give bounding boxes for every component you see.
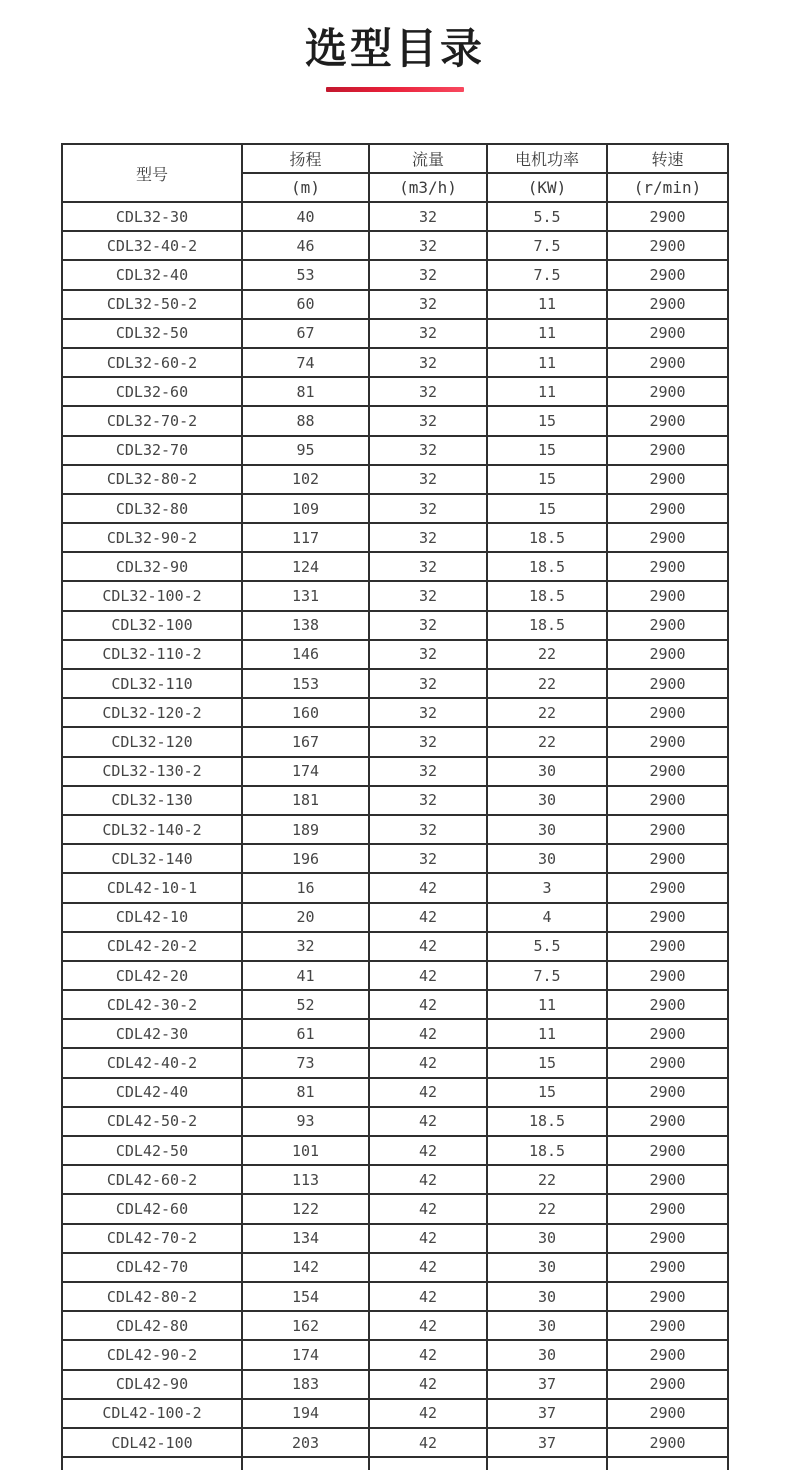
cell-flow: 32	[369, 786, 487, 815]
table-body	[62, 202, 728, 1470]
cell-model: CDL32-120-2	[62, 698, 242, 727]
cell-head: 113	[242, 1165, 369, 1194]
cell-head: 153	[242, 669, 369, 698]
col-header-flow: 流量	[369, 144, 487, 173]
table-row	[62, 1428, 728, 1457]
cell-model: CDL42-100	[62, 1428, 242, 1457]
table-row	[62, 727, 728, 756]
cell-speed: 2900	[607, 494, 728, 523]
cell-head: 16	[242, 873, 369, 902]
col-header-head: 扬程	[242, 144, 369, 173]
cell-flow: 32	[369, 552, 487, 581]
cell-speed: 2900	[607, 815, 728, 844]
cell-head: 74	[242, 348, 369, 377]
col-unit-head: (m)	[242, 173, 369, 202]
cell-head: 117	[242, 523, 369, 552]
cell-flow: 42	[369, 1194, 487, 1223]
cell-head: 138	[242, 611, 369, 640]
cell-speed: 2900	[607, 260, 728, 289]
cell-power: 18.5	[487, 611, 607, 640]
cell-flow: 32	[369, 290, 487, 319]
cell-speed: 2900	[607, 1165, 728, 1194]
cell-flow: 42	[369, 1311, 487, 1340]
cell-flow: 42	[369, 1253, 487, 1282]
cell-head: 196	[242, 844, 369, 873]
cell-power: 5.5	[487, 202, 607, 231]
cell-head: 101	[242, 1136, 369, 1165]
cell-flow: 42	[369, 1107, 487, 1136]
cell-flow: 32	[369, 436, 487, 465]
table-row	[62, 990, 728, 1019]
table-row	[62, 581, 728, 610]
table-row	[62, 552, 728, 581]
col-unit-speed: (r/min)	[607, 173, 728, 202]
cell-empty	[369, 1457, 487, 1470]
cell-power: 30	[487, 844, 607, 873]
col-header-model: 型号	[62, 144, 242, 202]
cell-model: CDL32-60-2	[62, 348, 242, 377]
table-row	[62, 1370, 728, 1399]
cell-speed: 2900	[607, 465, 728, 494]
cell-flow: 32	[369, 231, 487, 260]
table-row	[62, 611, 728, 640]
cell-speed: 2900	[607, 1253, 728, 1282]
cell-head: 167	[242, 727, 369, 756]
table-row	[62, 844, 728, 873]
cell-power: 15	[487, 465, 607, 494]
cell-flow: 32	[369, 202, 487, 231]
cell-power: 15	[487, 436, 607, 465]
cell-head: 183	[242, 1370, 369, 1399]
cell-model: CDL32-100	[62, 611, 242, 640]
cell-model: CDL42-70-2	[62, 1224, 242, 1253]
cell-flow: 42	[369, 1340, 487, 1369]
cell-flow: 32	[369, 348, 487, 377]
cell-power: 18.5	[487, 1136, 607, 1165]
table-row	[62, 436, 728, 465]
cell-speed: 2900	[607, 436, 728, 465]
cell-model: CDL42-30-2	[62, 990, 242, 1019]
cell-model: CDL42-40	[62, 1078, 242, 1107]
cell-power: 11	[487, 377, 607, 406]
cell-head: 181	[242, 786, 369, 815]
cell-speed: 2900	[607, 202, 728, 231]
page-title: 选型目录	[304, 24, 485, 73]
cell-speed: 2900	[607, 1194, 728, 1223]
table-row	[62, 1136, 728, 1165]
cell-flow: 42	[369, 1078, 487, 1107]
cell-flow: 42	[369, 961, 487, 990]
cell-speed: 2900	[607, 1136, 728, 1165]
cell-flow: 42	[369, 1019, 487, 1048]
cell-speed: 2900	[607, 1340, 728, 1369]
cell-power: 15	[487, 1078, 607, 1107]
table-row	[62, 1048, 728, 1077]
cell-power: 7.5	[487, 231, 607, 260]
cell-power: 11	[487, 319, 607, 348]
cell-model: CDL42-90-2	[62, 1340, 242, 1369]
table-row	[62, 698, 728, 727]
table-row	[62, 815, 728, 844]
cell-model: CDL32-50-2	[62, 290, 242, 319]
cell-power: 11	[487, 348, 607, 377]
cell-power: 37	[487, 1428, 607, 1457]
table-row	[62, 932, 728, 961]
cell-speed: 2900	[607, 1370, 728, 1399]
cell-power: 22	[487, 727, 607, 756]
cell-head: 73	[242, 1048, 369, 1077]
cell-head: 189	[242, 815, 369, 844]
cell-flow: 42	[369, 932, 487, 961]
cell-model: CDL42-80-2	[62, 1282, 242, 1311]
cell-flow: 32	[369, 523, 487, 552]
cell-model: CDL32-100-2	[62, 581, 242, 610]
cell-flow: 42	[369, 990, 487, 1019]
cell-model: CDL32-50	[62, 319, 242, 348]
table-row	[62, 406, 728, 435]
cell-flow: 32	[369, 640, 487, 669]
table-row	[62, 1194, 728, 1223]
cell-power: 11	[487, 1019, 607, 1048]
cell-power: 18.5	[487, 523, 607, 552]
cell-head: 174	[242, 1340, 369, 1369]
cell-model: CDL32-120	[62, 727, 242, 756]
table-row	[62, 786, 728, 815]
cell-power: 30	[487, 1311, 607, 1340]
cell-speed: 2900	[607, 523, 728, 552]
cell-model: CDL32-70-2	[62, 406, 242, 435]
cell-model: CDL42-20	[62, 961, 242, 990]
table-row	[62, 523, 728, 552]
cell-head: 88	[242, 406, 369, 435]
cell-head: 146	[242, 640, 369, 669]
col-unit-power: (KW)	[487, 173, 607, 202]
cell-flow: 32	[369, 581, 487, 610]
cell-speed: 2900	[607, 290, 728, 319]
cell-speed: 2900	[607, 231, 728, 260]
cell-power: 4	[487, 903, 607, 932]
col-unit-flow: (m3/h)	[369, 173, 487, 202]
cell-speed: 2900	[607, 1428, 728, 1457]
cell-speed: 2900	[607, 319, 728, 348]
table-row	[62, 1340, 728, 1369]
cell-power: 5.5	[487, 932, 607, 961]
cell-model: CDL42-20-2	[62, 932, 242, 961]
cell-flow: 42	[369, 1428, 487, 1457]
cell-power: 22	[487, 669, 607, 698]
cell-speed: 2900	[607, 611, 728, 640]
table-row	[62, 961, 728, 990]
cell-power: 37	[487, 1399, 607, 1428]
cell-power: 15	[487, 1048, 607, 1077]
cell-speed: 2900	[607, 1048, 728, 1077]
cell-model: CDL32-40	[62, 260, 242, 289]
cell-model: CDL42-90	[62, 1370, 242, 1399]
cell-speed: 2900	[607, 406, 728, 435]
cell-flow: 42	[369, 903, 487, 932]
cell-speed: 2900	[607, 1224, 728, 1253]
cell-head: 41	[242, 961, 369, 990]
cell-flow: 32	[369, 319, 487, 348]
table-row	[62, 1253, 728, 1282]
cell-model: CDL32-110-2	[62, 640, 242, 669]
table-row	[62, 494, 728, 523]
header-row-labels	[62, 144, 728, 173]
cell-flow: 32	[369, 757, 487, 786]
cell-power: 30	[487, 1253, 607, 1282]
cell-flow: 42	[369, 1370, 487, 1399]
cell-head: 46	[242, 231, 369, 260]
cell-model: CDL32-110	[62, 669, 242, 698]
table-row	[62, 1019, 728, 1048]
cell-head: 124	[242, 552, 369, 581]
cell-speed: 2900	[607, 990, 728, 1019]
cell-power: 18.5	[487, 1107, 607, 1136]
cell-head: 154	[242, 1282, 369, 1311]
cell-model: CDL32-140	[62, 844, 242, 873]
cell-head: 60	[242, 290, 369, 319]
cell-power: 15	[487, 406, 607, 435]
cell-head: 174	[242, 757, 369, 786]
cell-flow: 32	[369, 844, 487, 873]
cell-power: 22	[487, 1194, 607, 1223]
cell-flow: 42	[369, 1282, 487, 1311]
cell-flow: 42	[369, 1048, 487, 1077]
cell-model: CDL32-60	[62, 377, 242, 406]
table-row	[62, 465, 728, 494]
cell-speed: 2900	[607, 727, 728, 756]
col-header-speed: 转速	[607, 144, 728, 173]
cell-head: 52	[242, 990, 369, 1019]
cell-power: 30	[487, 1224, 607, 1253]
table-row	[62, 1399, 728, 1428]
table-row	[62, 1107, 728, 1136]
table-row	[62, 348, 728, 377]
cell-flow: 42	[369, 1165, 487, 1194]
cell-flow: 32	[369, 815, 487, 844]
cell-power: 22	[487, 698, 607, 727]
cell-flow: 32	[369, 698, 487, 727]
cell-head: 122	[242, 1194, 369, 1223]
title-underline-accent	[326, 87, 464, 92]
table-row	[62, 903, 728, 932]
cell-model: CDL32-80	[62, 494, 242, 523]
cell-model: CDL42-30	[62, 1019, 242, 1048]
cell-power: 30	[487, 1282, 607, 1311]
cell-power: 22	[487, 1165, 607, 1194]
cell-power: 30	[487, 815, 607, 844]
cell-empty	[242, 1457, 369, 1470]
cell-power: 30	[487, 786, 607, 815]
cell-speed: 2900	[607, 873, 728, 902]
cell-flow: 32	[369, 611, 487, 640]
cell-speed: 2900	[607, 698, 728, 727]
cell-power: 11	[487, 290, 607, 319]
cell-empty	[62, 1457, 242, 1470]
cell-power: 18.5	[487, 552, 607, 581]
table-row	[62, 1311, 728, 1340]
cell-head: 81	[242, 377, 369, 406]
table-row	[62, 873, 728, 902]
cell-model: CDL32-30	[62, 202, 242, 231]
cell-power: 15	[487, 494, 607, 523]
table-row	[62, 669, 728, 698]
cell-model: CDL32-130-2	[62, 757, 242, 786]
cell-model: CDL42-80	[62, 1311, 242, 1340]
cell-empty	[487, 1457, 607, 1470]
table-row	[62, 231, 728, 260]
cell-speed: 2900	[607, 844, 728, 873]
cell-speed: 2900	[607, 1311, 728, 1340]
cell-model: CDL32-80-2	[62, 465, 242, 494]
cell-empty	[607, 1457, 728, 1470]
cell-head: 194	[242, 1399, 369, 1428]
cell-head: 81	[242, 1078, 369, 1107]
cell-power: 37	[487, 1370, 607, 1399]
cell-head: 53	[242, 260, 369, 289]
cell-speed: 2900	[607, 1399, 728, 1428]
table-row	[62, 1165, 728, 1194]
cell-model: CDL32-90	[62, 552, 242, 581]
cell-model: CDL32-90-2	[62, 523, 242, 552]
cell-flow: 32	[369, 669, 487, 698]
table-row	[62, 1224, 728, 1253]
cell-head: 131	[242, 581, 369, 610]
cell-flow: 32	[369, 260, 487, 289]
cell-flow: 42	[369, 1224, 487, 1253]
table-row	[62, 640, 728, 669]
cell-power: 7.5	[487, 961, 607, 990]
cell-head: 95	[242, 436, 369, 465]
cell-model: CDL42-10-1	[62, 873, 242, 902]
cell-power: 7.5	[487, 260, 607, 289]
cell-speed: 2900	[607, 1282, 728, 1311]
cell-speed: 2900	[607, 1107, 728, 1136]
cell-model: CDL32-130	[62, 786, 242, 815]
cell-flow: 32	[369, 494, 487, 523]
table-row	[62, 260, 728, 289]
cell-speed: 2900	[607, 348, 728, 377]
table-header	[62, 144, 728, 202]
cell-speed: 2900	[607, 903, 728, 932]
pump-selection-table	[61, 143, 729, 1470]
cell-head: 160	[242, 698, 369, 727]
cell-speed: 2900	[607, 640, 728, 669]
cell-power: 18.5	[487, 581, 607, 610]
cell-power: 30	[487, 757, 607, 786]
cell-head: 203	[242, 1428, 369, 1457]
cell-flow: 32	[369, 465, 487, 494]
table-row	[62, 202, 728, 231]
cell-speed: 2900	[607, 961, 728, 990]
cell-speed: 2900	[607, 757, 728, 786]
cell-head: 20	[242, 903, 369, 932]
cell-model: CDL32-140-2	[62, 815, 242, 844]
cell-speed: 2900	[607, 581, 728, 610]
col-header-power: 电机功率	[487, 144, 607, 173]
cell-model: CDL42-100-2	[62, 1399, 242, 1428]
cell-model: CDL32-40-2	[62, 231, 242, 260]
cell-speed: 2900	[607, 932, 728, 961]
cell-power: 3	[487, 873, 607, 902]
cell-head: 40	[242, 202, 369, 231]
table-row	[62, 1282, 728, 1311]
cell-speed: 2900	[607, 552, 728, 581]
cell-flow: 32	[369, 377, 487, 406]
cell-speed: 2900	[607, 786, 728, 815]
cell-head: 93	[242, 1107, 369, 1136]
table-row	[62, 377, 728, 406]
cell-model: CDL42-70	[62, 1253, 242, 1282]
cell-model: CDL42-10	[62, 903, 242, 932]
cell-head: 67	[242, 319, 369, 348]
cell-head: 102	[242, 465, 369, 494]
cell-model: CDL42-40-2	[62, 1048, 242, 1077]
table-row-partial	[62, 1457, 728, 1470]
cell-flow: 32	[369, 727, 487, 756]
cell-model: CDL42-60	[62, 1194, 242, 1223]
cell-head: 32	[242, 932, 369, 961]
cell-flow: 32	[369, 406, 487, 435]
cell-head: 142	[242, 1253, 369, 1282]
cell-power: 22	[487, 640, 607, 669]
cell-power: 11	[487, 990, 607, 1019]
cell-flow: 42	[369, 1399, 487, 1428]
cell-head: 134	[242, 1224, 369, 1253]
table-row	[62, 290, 728, 319]
cell-model: CDL32-70	[62, 436, 242, 465]
cell-power: 30	[487, 1340, 607, 1369]
table-row	[62, 757, 728, 786]
table-row	[62, 1078, 728, 1107]
cell-model: CDL42-60-2	[62, 1165, 242, 1194]
cell-speed: 2900	[607, 1078, 728, 1107]
cell-model: CDL42-50-2	[62, 1107, 242, 1136]
cell-speed: 2900	[607, 669, 728, 698]
table-row	[62, 319, 728, 348]
cell-flow: 42	[369, 1136, 487, 1165]
cell-head: 162	[242, 1311, 369, 1340]
cell-flow: 42	[369, 873, 487, 902]
cell-head: 61	[242, 1019, 369, 1048]
cell-speed: 2900	[607, 377, 728, 406]
cell-model: CDL42-50	[62, 1136, 242, 1165]
cell-speed: 2900	[607, 1019, 728, 1048]
cell-head: 109	[242, 494, 369, 523]
